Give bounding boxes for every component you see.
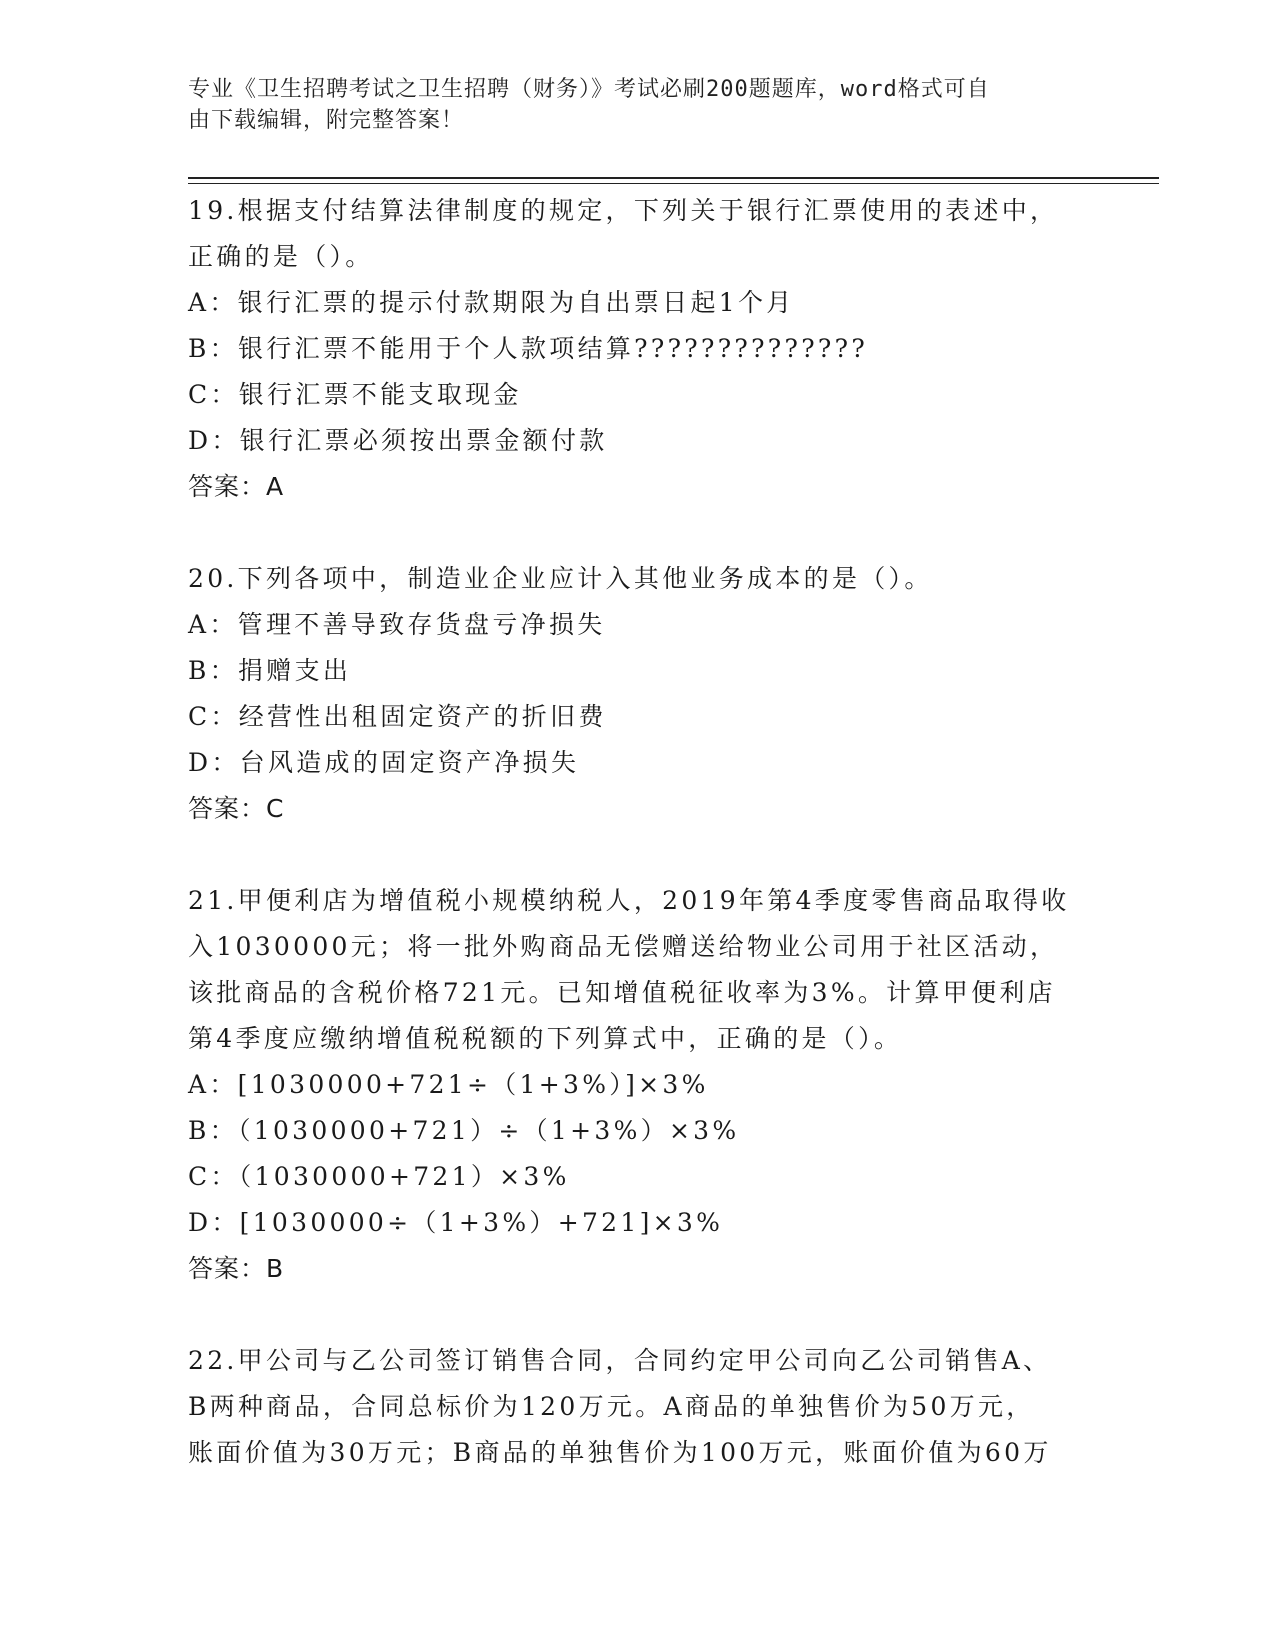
header-divider-thin <box>188 183 1159 184</box>
option-d: D：台风造成的固定资产净损失 <box>188 748 580 777</box>
option-d: D：银行汇票必须按出票金额付款 <box>188 426 608 455</box>
question-stem-line: B两种商品，合同总标价为120万元。A商品的单独售价为50万元， <box>188 1392 1035 1421</box>
document-header <box>188 74 1078 136</box>
answer: 答案：A <box>188 472 285 501</box>
question-list <box>188 188 1088 1522</box>
question-stem-line: 正确的是（）。 <box>188 242 374 271</box>
option-c: C：银行汇票不能支取现金 <box>188 380 522 409</box>
question-stem-line: 第4季度应缴纳增值税税额的下列算式中，正确的是（）。 <box>188 1024 903 1053</box>
header-line-2: 由下载编辑，附完整答案！ <box>188 108 465 133</box>
question-stem-line: 账面价值为30万元；B商品的单独售价为100万元，账面价值为60万 <box>188 1438 1052 1467</box>
question-stem-line: 22.甲公司与乙公司签订销售合同，合同约定甲公司向乙公司销售A、 <box>188 1346 1052 1375</box>
question-21 <box>188 878 1088 1292</box>
answer: 答案：B <box>188 1254 285 1283</box>
header-line-1: 专业《卫生招聘考试之卫生招聘（财务）》考试必刷200题题库，word格式可自 <box>188 77 990 102</box>
answer: 答案：C <box>188 794 285 823</box>
option-a: A：[1030000+721÷（1+3%）]×3% <box>188 1070 709 1099</box>
option-a: A：管理不善导致存货盘亏净损失 <box>188 610 606 639</box>
option-b: B：（1030000+721）÷（1+3%）×3% <box>188 1116 740 1145</box>
option-b: B：捐赠支出 <box>188 656 352 685</box>
question-20 <box>188 556 1088 832</box>
question-19 <box>188 188 1088 510</box>
option-a: A：银行汇票的提示付款期限为自出票日起1个月 <box>188 288 795 317</box>
question-stem-line: 19.根据支付结算法律制度的规定，下列关于银行汇票使用的表述中， <box>188 196 1059 225</box>
option-c: C：经营性出租固定资产的折旧费 <box>188 702 607 731</box>
question-stem-line: 21.甲便利店为增值税小规模纳税人，2019年第4季度零售商品取得收 <box>188 886 1070 915</box>
option-b: B：银行汇票不能用于个人款项结算?????????????? <box>188 334 869 363</box>
option-d: D：[1030000÷（1+3%）+721]×3% <box>188 1208 724 1237</box>
question-stem-line: 该批商品的含税价格721元。已知增值税征收率为3%。计算甲便利店 <box>188 978 1056 1007</box>
header-divider-thick <box>188 177 1159 179</box>
option-c: C：（1030000+721）×3% <box>188 1162 570 1191</box>
question-22 <box>188 1338 1088 1476</box>
question-stem-line: 入1030000元；将一批外购商品无偿赠送给物业公司用于社区活动， <box>188 932 1059 961</box>
question-stem-line: 20.下列各项中，制造业企业应计入其他业务成本的是（）。 <box>188 564 933 593</box>
